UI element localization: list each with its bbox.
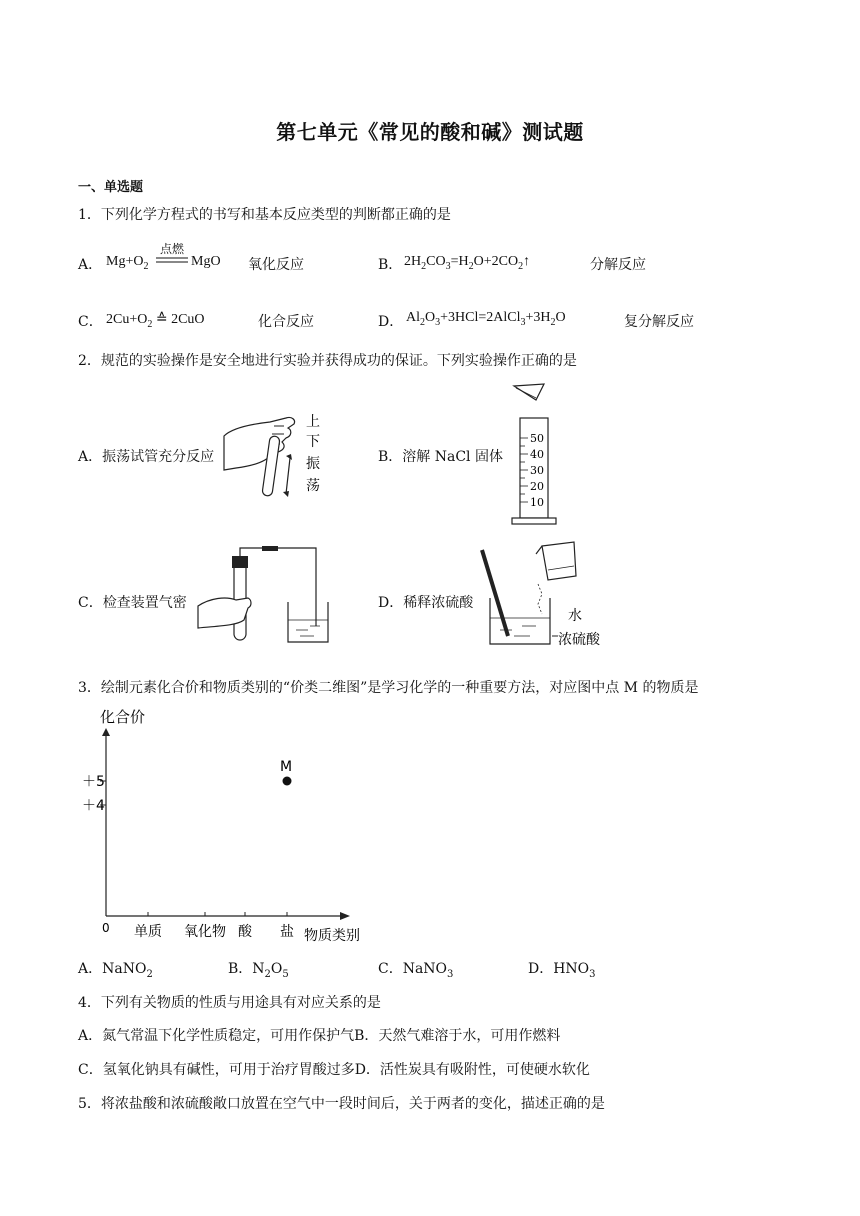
q1-option-a-equation: $Mg+O_2$: [106, 254, 149, 272]
question-2-stem: 2．规范的实验操作是安全地进行实验并获得成功的保证。下列实验操作正确的是: [78, 353, 577, 369]
q3-option-c: C．NaNO$_3$: [378, 961, 454, 980]
tick-20: 20: [530, 480, 544, 493]
point-m: [283, 777, 292, 786]
q1-option-b-label: B．: [378, 257, 403, 273]
q1-option-d-type: 复分解反应: [624, 314, 694, 330]
tick-10: 10: [530, 496, 544, 509]
fig-label-up: 上: [306, 414, 320, 430]
fig-label-shake-1: 振: [306, 456, 320, 472]
chart-y-label: 化合价: [100, 708, 146, 726]
fig-label-sulfuric-acid: 浓硫酸: [558, 632, 600, 648]
tick-30: 30: [530, 464, 544, 477]
chart-origin-label: 0: [102, 921, 110, 935]
q3-option-d: D．$HNO_3$: [528, 961, 596, 980]
q1-option-c-equation: $2Cu+O_2$ ≙ 2CuO: [106, 312, 205, 330]
y-tick-label: ＋4: [82, 798, 105, 814]
q1-option-c-type: 化合反应: [258, 314, 314, 330]
section-heading: 一、单选题: [78, 180, 144, 195]
q2-option-d-text: D．稀释浓硫酸: [378, 595, 474, 611]
airtightness-check-figure: [196, 546, 336, 646]
question-1-stem: 1．下列化学方程式的书写和基本反应类型的判断都正确的是: [78, 207, 451, 223]
q1-option-a-product: MgO: [191, 254, 221, 269]
q2-option-c-text: C．检查装置气密: [78, 595, 187, 611]
q1-option-b-type: 分解反应: [590, 257, 646, 273]
q1-option-a-condition: 点燃: [159, 242, 184, 256]
x-axis-arrow-icon: [340, 912, 350, 920]
q4-options-cd: C．氢氧化钠具有碱性，可用于治疗胃酸过多D．活性炭具有吸附性，可使硬水软化: [78, 1062, 590, 1078]
fig-label-shake-2: 荡: [306, 478, 320, 494]
equals-sign-icon: [156, 256, 188, 264]
shaking-test-tube-figure: [222, 406, 332, 502]
q1-option-c-label: C．: [78, 314, 103, 330]
y-axis-arrow-icon: [102, 728, 110, 736]
tick-50: 50: [530, 432, 544, 445]
q4-options-ab: A．氮气常温下化学性质稳定，可用作保护气B．天然气难溶于水，可用作燃料: [78, 1028, 561, 1044]
question-4-stem: 4．下列有关物质的性质与用途具有对应关系的是: [78, 995, 381, 1011]
q1-option-d-equation: $Al_2O_3+3HCl=2AlCl_3+3H_2O$: [406, 310, 566, 328]
chart-x-label: 物质类别: [304, 928, 360, 944]
q1-option-b-equation: $2H_2CO_3=H_2O+2CO_2↑$: [404, 254, 531, 272]
q2-option-b-text: B．溶解 NaCl 固体: [378, 449, 503, 465]
fig-label-water: 水: [568, 608, 582, 624]
y-tick-label: ＋5: [82, 774, 105, 790]
point-m-label: M: [280, 759, 293, 775]
page-title: 第七单元《常见的酸和碱》测试题: [276, 120, 584, 144]
q3-option-b: B．$N_2O_5$: [228, 961, 289, 980]
q1-option-a-type: 氧化反应: [248, 257, 304, 273]
fig-label-down: 下: [306, 434, 320, 450]
question-5-stem: 5．将浓盐酸和浓硫酸敞口放置在空气中一段时间后，关于两者的变化，描述正确的是: [78, 1096, 605, 1112]
dilute-sulfuric-acid-figure: [478, 540, 628, 652]
question-3-stem: 3．绘制元素化合价和物质类别的“价类二维图”是学习化学的一种重要方法，对应图中点 M 的物质是: [78, 680, 699, 696]
tick-40: 40: [530, 448, 544, 461]
q3-option-a: A．NaNO$_2$: [78, 961, 153, 980]
valence-category-chart: [76, 702, 376, 952]
x-category-label: 盐: [280, 924, 294, 940]
x-category-label: 酸: [238, 924, 252, 940]
q1-option-d-label: D．: [378, 314, 404, 330]
q2-option-a-text: A．振荡试管充分反应: [78, 449, 215, 465]
graduated-cylinder-figure: [506, 382, 566, 528]
x-category-label: 单质: [134, 924, 162, 940]
x-category-label: 氧化物: [184, 924, 226, 940]
q1-option-a-label: A．: [78, 257, 103, 273]
